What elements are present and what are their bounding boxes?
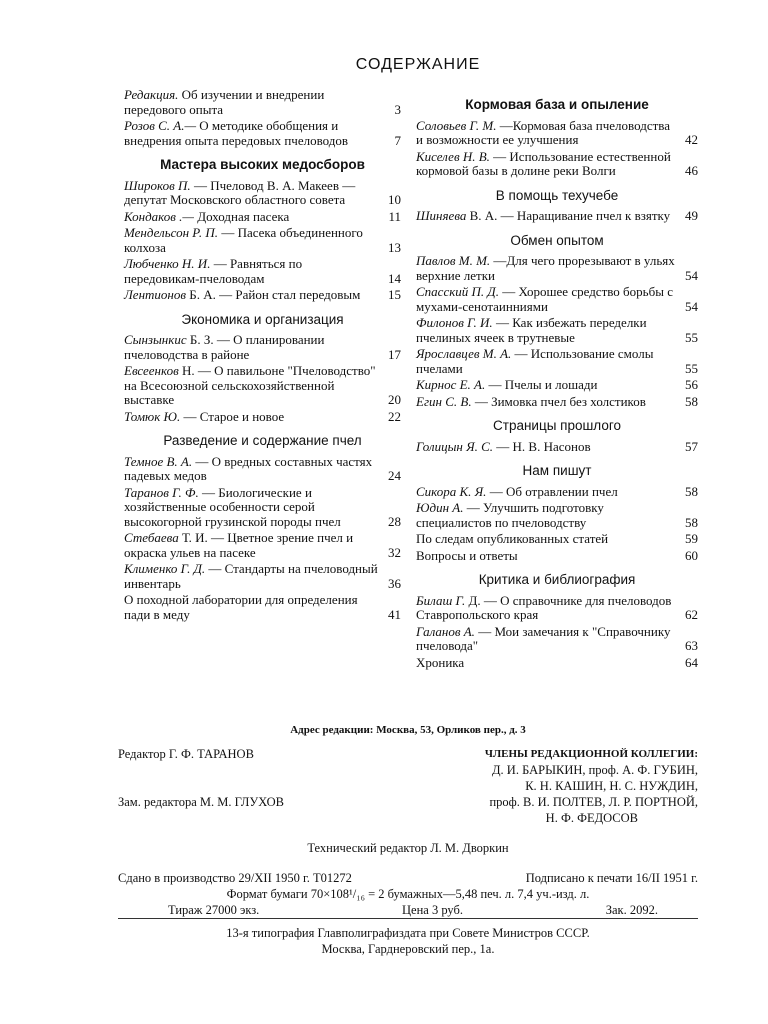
page-title: СОДЕРЖАНИЕ	[355, 56, 481, 73]
toc-entry[interactable]	[124, 364, 401, 408]
toc-entry[interactable]	[124, 210, 401, 225]
entry-author: Евсеенков	[124, 363, 179, 378]
entry-page: 57	[685, 438, 698, 454]
deputy-editor: Зам. редактора М. М. ГЛУХОВ	[118, 795, 284, 809]
toc-entry[interactable]	[416, 440, 698, 455]
toc-entry[interactable]	[416, 119, 698, 148]
entry-author: Редакция.	[124, 87, 179, 102]
toc-entry[interactable]	[416, 285, 698, 314]
entry-page: 62	[685, 607, 698, 622]
toc-entry[interactable]	[416, 625, 698, 654]
toc-entry[interactable]	[416, 485, 698, 500]
entry-author: Клименко Г. Д.	[124, 561, 206, 576]
toc-entry[interactable]	[124, 410, 401, 425]
toc-entry[interactable]	[124, 257, 401, 286]
toc-entry[interactable]	[416, 594, 698, 623]
entry-page: 42	[685, 132, 698, 147]
entry-title: Вопросы и ответы	[416, 547, 518, 563]
entry-title: — Пчеловод В. А. Макеев — депутат Московского областного совета	[124, 177, 356, 207]
section-heading: Страницы прошлого	[493, 418, 621, 433]
toc-entry[interactable]	[124, 562, 401, 591]
entry-author: Шиняева	[416, 208, 467, 223]
entry-author: Галанов А.	[416, 623, 475, 639]
entry-title: — Биологические и хозяйственные особенности серой высокогорной грузинской породы пчел	[124, 484, 341, 529]
price: Цена 3 руб.	[402, 903, 463, 917]
section-heading: В помощь техучебе	[495, 187, 619, 203]
entry-author: Мендельсон Р. П.	[124, 225, 219, 240]
entry-title: Об изучении и внедрении передового опыта	[124, 87, 325, 117]
entry-page: 60	[685, 547, 698, 563]
entry-page: 13	[388, 239, 401, 255]
entry-page: 46	[685, 163, 698, 178]
entry-author: Томюк Ю.	[124, 408, 181, 424]
entry-page: 64	[685, 654, 698, 670]
editorial-address: Адрес редакции: Москва, 53, Орликов пер., д. 3	[290, 724, 526, 736]
toc-entry[interactable]	[124, 88, 401, 117]
entry-page: 14	[388, 270, 401, 286]
entry-title: — Старое и новое	[183, 408, 285, 424]
editor: Редактор Г. Ф. ТАРАНОВ	[118, 747, 254, 761]
toc-entry[interactable]	[416, 501, 698, 530]
section-heading: Экономика и организация	[181, 311, 344, 327]
entry-page: 55	[685, 329, 698, 345]
toc-entry[interactable]	[124, 226, 401, 255]
board-title: ЧЛЕНЫ РЕДАКЦИОННОЙ КОЛЛЕГИИ:	[484, 748, 698, 760]
board-line-4: Н. Ф. ФЕДОСОВ	[545, 811, 638, 825]
entry-author: Егин С. В.	[416, 393, 472, 409]
entry-title: — Пчелы и лошади	[488, 377, 598, 392]
entry-title: Б. А. — Район стал передовым	[189, 287, 361, 302]
entry-title: — Зимовка пчел без холстиков	[474, 393, 646, 409]
entry-page: 22	[388, 408, 401, 424]
toc-entry[interactable]	[124, 119, 401, 148]
toc-entry[interactable]	[416, 316, 698, 345]
entry-page: 36	[388, 575, 401, 591]
entry-title: Д. — О справочнике для пчеловодов Ставропольского края	[416, 592, 672, 622]
entry-title: Т. И. — Цветное зрение пчел и окраска ульев на пасеке	[124, 530, 354, 560]
toc-entry[interactable]	[124, 593, 401, 622]
toc-entry[interactable]	[416, 347, 698, 376]
entry-author: Лентионов	[124, 287, 187, 302]
entry-author: Стебаева	[124, 530, 179, 545]
section-heading: Обмен опытом	[510, 232, 604, 248]
print-run: Тираж 27000 экз.	[168, 903, 260, 917]
entry-title: — Об отравлении пчел	[489, 483, 618, 499]
entry-page: 63	[685, 638, 698, 653]
board-line-3: проф. В. И. ПОЛТЕВ, Л. Р. ПОРТНОЙ,	[489, 795, 698, 809]
entry-page: 58	[685, 393, 698, 409]
toc-entry[interactable]	[124, 288, 401, 303]
printer-line-2: Москва, Гарднеровский пер., 1а.	[321, 942, 495, 956]
entry-title: Н. — О павильоне "Пчеловодство" на Всесоюзной сельскохозяйственной выставке	[124, 363, 376, 407]
board-line-1: Д. И. БАРЫКИН, проф. А. Ф. ГУБИН,	[492, 763, 698, 777]
entry-author: Кирнос Е. А.	[416, 377, 486, 392]
toc-entry[interactable]	[124, 179, 401, 208]
section-heading: Нам пишут	[522, 463, 592, 478]
entry-title: — Использование смолы пчелами	[416, 346, 654, 376]
entry-page: 28	[388, 513, 401, 529]
entry-author: Ярославцев М. А.	[416, 346, 512, 361]
entry-page: 10	[388, 192, 401, 207]
entry-author: Сикора К. Я.	[416, 483, 487, 499]
section-heading: Критика и библиография	[478, 572, 636, 587]
entry-author: Филонов Г. И.	[416, 315, 493, 330]
entry-page: 54	[685, 298, 698, 314]
entry-title: О методике обобщения и внедрения опыта передовых пчеловодов	[124, 118, 349, 148]
tech-editor: Технический редактор Л. М. Дворкин	[307, 841, 509, 855]
entry-page: 56	[685, 377, 698, 392]
entry-title: — Равняться по передовикам-пчеловодам	[124, 256, 303, 286]
entry-title: Хроника	[416, 654, 465, 670]
entry-title: О походной лаборатории для определения пади в меду	[124, 592, 358, 622]
toc-entry[interactable]	[124, 455, 401, 484]
printer-line-1: 13-я типография Главполиграфиздата при Совете Министров СССР.	[226, 926, 590, 940]
toc-left-column	[124, 88, 401, 624]
toc-entry[interactable]	[124, 486, 401, 530]
entry-author: Спасский П. Д.	[416, 284, 499, 299]
entry-title: — Мои замечания к "Справочнику пчеловода"	[416, 623, 671, 653]
entry-author: Голицын Я. С.	[416, 438, 494, 454]
entry-page: 7	[394, 132, 401, 148]
entry-author: Сынзынкис	[124, 332, 187, 347]
entry-author: Павлов М. М.	[416, 253, 491, 268]
entry-title: — Использование естественной кормовой базы в долине реки Волги	[416, 148, 671, 178]
imprint	[118, 722, 698, 957]
entry-page: 20	[388, 392, 401, 407]
paper-format: Формат бумаги 70×108¹/₁₆ = 2 бумажных—5,48 печ. л. 7,4 уч.-изд. л.	[226, 887, 590, 901]
entry-title: — Пасека объединенного колхоза	[124, 225, 363, 255]
toc-entry[interactable]	[416, 395, 698, 410]
entry-author: Темное В. А.	[124, 453, 193, 469]
entry-title: По следам опубликованных статей	[416, 531, 609, 546]
entry-page: 3	[394, 101, 401, 117]
toc-entry[interactable]	[416, 150, 698, 179]
entry-page: 58	[685, 514, 698, 530]
entry-author: Любченко Н. И.	[124, 256, 211, 271]
entry-title: — Стандарты на пчеловодный инвентарь	[124, 561, 378, 591]
entry-title: — Хорошее средство борьбы с мухами-сенотаинниями	[416, 284, 673, 314]
entry-page: 55	[685, 360, 698, 376]
entry-title: — Улучшить подготовку специалистов по пчеловодству	[416, 500, 604, 530]
entry-title: — Н. В. Насонов	[496, 438, 591, 454]
entry-title: В. А. — Наращивание пчел к взятку	[469, 208, 671, 223]
entry-page: 59	[685, 531, 698, 546]
toc-right-column	[416, 88, 698, 672]
entry-author: Розов С. А.—	[124, 118, 197, 133]
toc-entry[interactable]	[124, 531, 401, 560]
entry-title: Доходная пасека	[197, 208, 290, 224]
entry-author: Таранов Г. Ф.	[124, 484, 199, 500]
section-heading: Кормовая база и опыление	[465, 97, 649, 112]
entry-page: 15	[388, 287, 401, 302]
entry-page: 54	[685, 267, 698, 283]
toc-entry[interactable]	[416, 378, 698, 393]
signed-date: Подписано к печати 16/II 1951 г.	[525, 871, 698, 885]
toc-entry[interactable]	[416, 254, 698, 283]
order-number: Зак. 2092.	[605, 903, 658, 917]
entry-page: 41	[388, 606, 401, 622]
entry-author: Билаш Г.	[416, 592, 466, 608]
entry-author: Соловьев Г. М.	[416, 117, 497, 133]
entry-title: —Кормовая база пчеловодства и возможности ее улучшения	[416, 117, 671, 147]
toc-entry[interactable]	[416, 209, 698, 224]
production-date: Сдано в производство 29/XII 1950 г. Т01272	[118, 871, 352, 885]
entry-title: — Как избежать переделки пчелиных ячеек в трутневые	[416, 315, 647, 345]
section-heading: Мастера высоких медосборов	[160, 157, 365, 172]
entry-author: Широков П.	[124, 177, 191, 193]
toc-entry[interactable]	[124, 333, 401, 362]
toc-entry[interactable]	[416, 656, 698, 671]
entry-page: 11	[388, 208, 401, 224]
entry-page: 58	[685, 483, 698, 499]
toc-entry[interactable]	[416, 532, 698, 547]
entry-page: 32	[388, 544, 401, 560]
board-line-2: К. Н. КАШИН, Н. С. НУЖДИН,	[525, 779, 698, 793]
entry-author: Юдин А.	[416, 500, 464, 515]
entry-author: Кондаков .—	[124, 208, 194, 224]
entry-title: — О вредных составных частях падевых медов	[124, 453, 373, 483]
entry-page: 49	[685, 208, 698, 223]
entry-author: Киселев Н. В.	[416, 148, 490, 164]
section-heading: Разведение и содержание пчел	[163, 433, 362, 448]
entry-page: 17	[388, 346, 401, 362]
entry-title: —Для чего прорезывают в ульях верхние летки	[416, 253, 675, 283]
toc-entry[interactable]	[416, 549, 698, 564]
entry-title: Б. З. — О планировании пчеловодства в районе	[124, 332, 325, 362]
entry-page: 24	[388, 468, 401, 483]
